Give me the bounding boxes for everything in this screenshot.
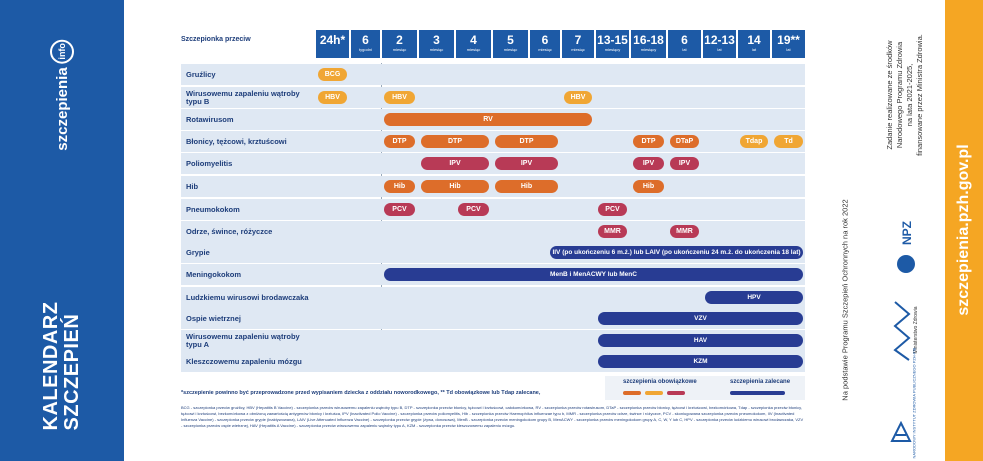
dose-pill: DTP <box>495 135 558 148</box>
age-column-unit: miesiąc <box>503 47 518 52</box>
site-url: szczepienia.pzh.gov.pl <box>955 144 972 316</box>
age-column-6 <box>530 30 560 58</box>
vaccine-row <box>181 87 805 108</box>
dose-pill: KZM <box>598 355 803 368</box>
source-note: Na podstawie Programu Szczepień Ochronnych na rok 2022 <box>840 199 850 401</box>
dose-pill: DTP <box>384 135 415 148</box>
age-column-1 <box>351 30 380 58</box>
dose-pill: PCV <box>458 203 489 216</box>
age-column-9 <box>631 30 666 58</box>
age-column-2 <box>382 30 417 58</box>
vaccine-name: Poliomyelitis <box>186 158 233 168</box>
vaccine-name: Ospie wietrznej <box>186 313 242 323</box>
dose-pill: Hib <box>384 180 415 193</box>
dose-pill: IPV <box>670 157 699 170</box>
brand-word: szczepienia <box>53 67 71 151</box>
vaccine-name: Wirusowemu zapaleniu wątroby typu B <box>186 88 300 106</box>
dose-pill: Hib <box>421 180 489 193</box>
age-column-unit: lat <box>682 47 687 52</box>
legend-swatch-orange <box>623 391 641 395</box>
vaccine-column-label: Szczepionka przeciw <box>181 36 251 43</box>
age-column-unit: tygodni <box>359 47 372 52</box>
dose-pill: HPV <box>705 291 803 304</box>
title-line-2: SZCZEPIEŃ <box>61 313 83 431</box>
age-column-12 <box>738 30 770 58</box>
vaccine-row <box>181 308 805 329</box>
dose-pill: HBV <box>384 91 415 104</box>
vaccine-name: Odrze, śwince, różyczce <box>186 226 273 236</box>
legend-mandatory-label: szczepienia obowiązkowe <box>623 379 697 385</box>
dose-pill: RV <box>384 113 592 126</box>
vaccine-name: Gruźlicy <box>186 69 216 79</box>
vaccine-row <box>181 153 805 174</box>
vaccine-name: Wirusowemu zapaleniu wątroby typu A <box>186 331 300 349</box>
legend-recommended-label: szczepienia zalecane <box>730 379 791 385</box>
brand-logo <box>50 39 74 150</box>
age-column-number: 5 <box>507 33 514 47</box>
dose-pill: DTaP <box>670 135 699 148</box>
dose-pill: IPV <box>421 157 489 170</box>
info-icon: info <box>50 39 74 63</box>
dose-pill: HAV <box>598 334 803 347</box>
vaccine-row <box>181 242 805 263</box>
vaccine-row <box>181 64 805 85</box>
dose-pill: Hib <box>495 180 558 193</box>
dose-pill: VZV <box>598 312 803 325</box>
age-column-4 <box>456 30 491 58</box>
legend <box>605 376 805 400</box>
dose-pill: Td <box>774 135 803 148</box>
vaccine-row <box>181 221 805 242</box>
vaccine-name: Kleszczowemu zapaleniu mózgu <box>186 356 302 366</box>
age-column-unit: miesiąc <box>466 47 481 52</box>
age-column-number: 6 <box>362 33 369 47</box>
dose-pill: MMR <box>670 225 699 238</box>
age-column-10 <box>668 30 701 58</box>
age-column-5 <box>493 30 528 58</box>
funding-note: Zadanie realizowane ze środków Narodowego Programu Zdrowia na lata 2021-2025, finansowane przez Ministra Zdrowia. <box>885 34 924 156</box>
vaccine-name: Rotawirusom <box>186 114 234 124</box>
age-column-7 <box>562 30 594 58</box>
title-line-1: KALENDARZ <box>40 301 62 431</box>
age-column-unit: miesiący <box>604 47 621 52</box>
vaccine-name: Grypie <box>186 247 210 257</box>
age-column-unit: miesiąc <box>571 47 585 52</box>
vaccine-name: Pneumokokom <box>186 204 240 214</box>
npz-logo: NPZ <box>893 215 921 275</box>
vaccine-name: Błonicy, tężcowi, krztuścowi <box>186 136 287 146</box>
vaccine-row <box>181 199 805 220</box>
vaccine-row <box>181 264 805 285</box>
dose-pill: PCV <box>598 203 627 216</box>
age-column-unit: miesiąc <box>538 47 552 52</box>
age-column-number: 6 <box>541 33 549 47</box>
age-column-number: 6 <box>681 33 688 47</box>
age-column-number: 14 <box>747 33 761 47</box>
abbreviations-note: BCG - szczepionka przeciw gruźlicy, HBV (Hepatitis B Vaccine) - szczepionka przeciw wirusowemu zapaleniu wątroby typu B, DTP - szczepionka przeciw błonicy, tężcowi i krztuścowi, całokomórkowa, RV - szczepionka przeciw rotawirusom, DTaP - szczepionka przeciw błonicy, tężcowi i krztuścowi, bezkomórkowa, Tdap - szczepionka przeciw błonicy, tężcowi i krztuścowi, bezkomórkowa z obniżoną zawartością antygenów błonicy i krztuśca, IPV (Inactivated Polio Vaccine) - szczepionka przeciw poliomyelitis, Hib - szczepionka przeciw Haemophilus influenzae typu b, MMR - szczepionka przeciw odrze, śwince i różyczce, PCV - skoniugowana szczepionka przeciw pneumokokom, IIV (Inactivated Influenza Vaccine) - szczepionka przeciw grypie (inaktywowana), LAIV (Live Attenuated Influenza Vaccine) - szczepionka przeciw grypie (żywa, donosowa), MenB - szczepionka przeciw meningokokom grupy B, MenACWY - szczepionka przeciw meningokokom grupy A, C, W, Y lub C, HPV - szczepionka przeciw ludzkiemu wirusowi brodawczaka, VZV - szczepionka przeciw ospie wietrznej, HAV (Hepatitis A Vaccine) - szczepionka przeciw wirusowemu zapaleniu wątroby typu A, KZM - szczepionka przeciw kleszczowemu zapaleniu mózgu. <box>181 405 804 428</box>
dose-pill: MMR <box>598 225 627 238</box>
age-column-number: 16-18 <box>633 33 664 47</box>
age-column-number: 2 <box>396 33 403 47</box>
dose-pill: HBV <box>564 91 592 104</box>
age-column-unit: miesiąc <box>392 47 407 52</box>
ministry-mark-icon <box>893 300 913 362</box>
age-column-number: 3 <box>433 33 440 47</box>
schedule-header <box>181 30 805 58</box>
dose-pill: Hib <box>633 180 664 193</box>
age-column-number: 13-15 <box>597 33 628 47</box>
dose-pill: PCV <box>384 203 415 216</box>
dose-pill: DTP <box>421 135 489 148</box>
age-column-11 <box>703 30 736 58</box>
vaccine-row <box>181 176 805 197</box>
legend-swatch-yellow <box>645 391 663 395</box>
age-column-unit: miesiąc <box>429 47 444 52</box>
npz-circle-icon <box>897 255 915 273</box>
nih-logo: NARODOWY INSTYTUT ZDROWIA PUBLICZNEGO PZH-PIB <box>890 385 925 445</box>
vaccine-name: Hib <box>186 181 199 191</box>
dose-pill: Tdap <box>740 135 768 148</box>
vaccine-row <box>181 351 805 372</box>
age-column-3 <box>419 30 454 58</box>
vaccine-row <box>181 287 805 308</box>
age-column-unit: lat <box>786 47 791 52</box>
dose-pill: BCG <box>318 68 347 81</box>
age-column-13 <box>772 30 805 58</box>
vaccine-name: Ludzkiemu wirusowi brodawczaka <box>186 292 309 302</box>
age-column-number: 4 <box>470 33 477 47</box>
dose-pill: IPV <box>495 157 558 170</box>
dose-pill: IIV (po ukończeniu 6 m.ż.) lub LAIV (po ukończeniu 24 m.ż. do ukończenia 18 lat) <box>550 246 803 259</box>
vaccine-name: Meningokokom <box>186 269 242 279</box>
nih-emblem-icon <box>890 421 912 443</box>
age-column-unit: lat <box>751 47 757 52</box>
footnote: *szczepienie powinno być przeprowadzone przed wypisaniem dziecka z oddziału noworodkowego, ** Td obowiązkowe lub Tdap zalecane, <box>181 390 541 396</box>
legend-swatch-navy <box>730 391 785 395</box>
age-column-number: 19** <box>777 33 800 47</box>
age-column-unit: lat <box>717 47 722 52</box>
ministry-of-health-logo: Ministerstwo Zdrowia <box>893 300 923 362</box>
page-title <box>41 302 83 431</box>
age-column-number: 24h* <box>319 33 346 47</box>
dose-pill: HBV <box>318 91 347 104</box>
age-column-8 <box>596 30 629 58</box>
vaccine-row <box>181 109 805 130</box>
vaccine-row <box>181 131 805 152</box>
dose-pill: DTP <box>633 135 664 148</box>
age-column-0 <box>316 30 349 58</box>
legend-swatch-red <box>667 391 685 395</box>
age-column-unit: miesiący <box>640 47 657 52</box>
dose-pill: MenB i MenACWY lub MenC <box>384 268 803 281</box>
vaccine-row <box>181 330 805 351</box>
age-column-number: 7 <box>574 33 582 47</box>
dose-pill: IPV <box>633 157 664 170</box>
age-column-number: 12-13 <box>704 33 735 47</box>
